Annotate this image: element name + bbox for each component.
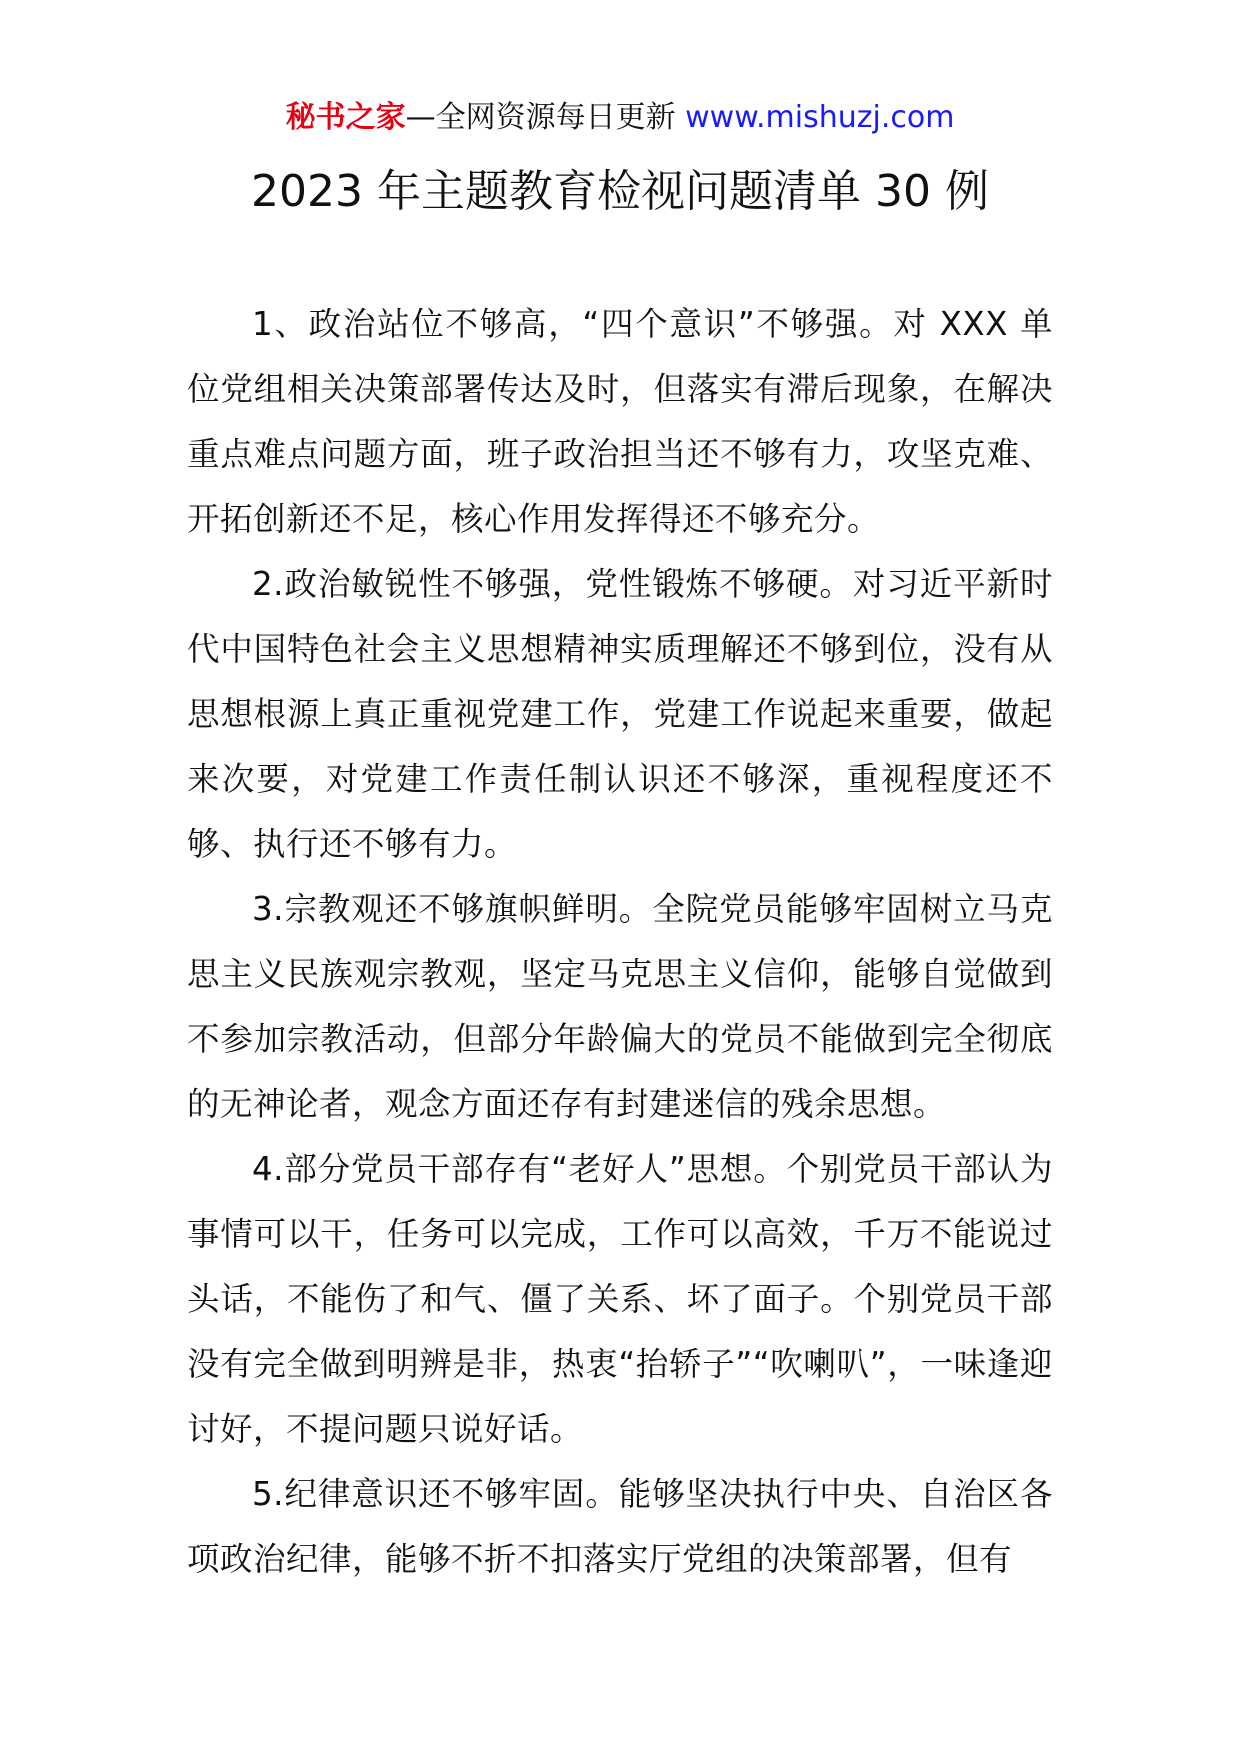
paragraph-3: 3.宗教观还不够旗帜鲜明。全院党员能够牢固树立马克思主义民族观宗教观，坚定马克思主义信仰，能够自觉做到不参加宗教活动，但部分年龄偏大的党员不能做到完全彻底的无神论者，观念方面还存有封建迷信的残余思想。 xyxy=(187,890,1053,1123)
site-header xyxy=(0,98,1240,138)
site-url-link[interactable]: www.mishuzj.com xyxy=(685,100,955,135)
paragraph-4: 4.部分党员干部存有“老好人”思想。个别党员干部认为事情可以干，任务可以完成，工作可以高效，千万不能说过头话，不能伤了和气、僵了关系、坏了面子。个别党员干部没有完全做到明辨是非，热衷“抬轿子”“吹喇叭”，一味逢迎讨好，不提问题只说好话。 xyxy=(187,1150,1053,1448)
document-title: 2023 年主题教育检视问题清单 30 例 xyxy=(251,166,989,217)
header-tagline: —全网资源每日更新 xyxy=(405,100,676,135)
paragraph-1: 1、政治站位不够高，“四个意识”不够强。对 XXX 单位党组相关决策部署传达及时，但落实有滞后现象，在解决重点难点问题方面，班子政治担当还不够有力，攻坚克难、开拓创新还不足，核心作用发挥得还不够充分。 xyxy=(187,305,1053,538)
paragraph-2: 2.政治敏锐性不够强，党性锻炼不够硬。对习近平新时代中国特色社会主义思想精神实质理解还不够到位，没有从思想根源上真正重视党建工作，党建工作说起来重要，做起来次要，对党建工作责任制认识还不够深，重视程度还不够、执行还不够有力。 xyxy=(187,565,1053,863)
brand-name: 秘书之家 xyxy=(285,100,406,135)
paragraph-5: 5.纪律意识还不够牢固。能够坚决执行中央、自治区各项政治纪律，能够不折不扣落实厅党组的决策部署，但有 xyxy=(187,1475,1053,1578)
document-body xyxy=(187,292,1053,1592)
